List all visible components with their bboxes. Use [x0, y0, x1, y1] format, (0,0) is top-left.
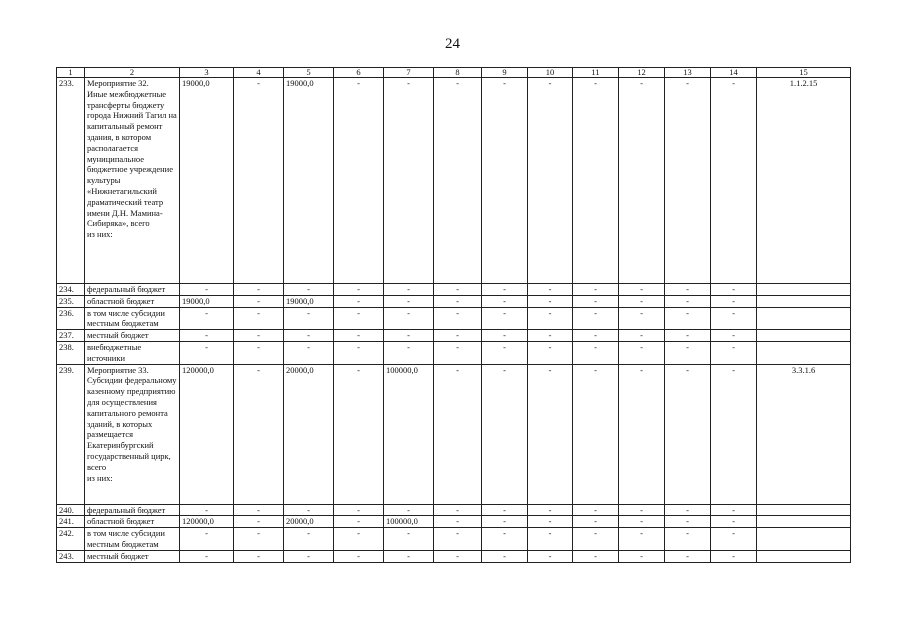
value-cell: -	[528, 330, 573, 342]
value-cell: 19000,0	[180, 295, 234, 307]
value-cell: -	[234, 307, 284, 330]
value-cell: -	[234, 330, 284, 342]
value-cell: -	[284, 528, 334, 551]
value-cell: -	[384, 330, 434, 342]
value-cell: -	[573, 364, 619, 504]
value-cell: -	[665, 330, 711, 342]
value-cell: -	[711, 504, 757, 516]
value-cell: -	[665, 550, 711, 562]
row-number-cell: 240.	[57, 504, 85, 516]
value-cell: -	[528, 295, 573, 307]
value-cell: 19000,0	[284, 78, 334, 284]
value-cell: -	[665, 516, 711, 528]
value-cell: -	[234, 341, 284, 364]
value-cell: -	[665, 528, 711, 551]
value-cell: -	[482, 295, 528, 307]
value-cell: -	[711, 550, 757, 562]
value-cell: -	[384, 504, 434, 516]
value-cell: -	[284, 307, 334, 330]
row-name-cell: местный бюджет	[85, 550, 180, 562]
value-cell: -	[619, 504, 665, 516]
value-cell: -	[384, 78, 434, 284]
row-name-cell: в том числе субсидии местным бюджетам	[85, 528, 180, 551]
column-header: 15	[757, 68, 851, 78]
table-row	[57, 550, 851, 562]
value-cell: -	[482, 330, 528, 342]
table-row	[57, 341, 851, 364]
value-cell: -	[434, 307, 482, 330]
value-cell: -	[573, 550, 619, 562]
value-cell: 20000,0	[284, 364, 334, 504]
value-cell: -	[711, 364, 757, 504]
value-cell: -	[434, 504, 482, 516]
value-cell: -	[665, 504, 711, 516]
value-cell: -	[528, 516, 573, 528]
value-cell: -	[234, 364, 284, 504]
value-cell: -	[284, 550, 334, 562]
value-cell: 19000,0	[180, 78, 234, 284]
value-cell: -	[180, 528, 234, 551]
column-header: 9	[482, 68, 528, 78]
row-name-cell: местный бюджет	[85, 330, 180, 342]
value-cell: 20000,0	[284, 516, 334, 528]
target-code-cell	[757, 330, 851, 342]
row-name-cell: Мероприятие 33. Субсидии федеральному казенному предприятию для осуществления капитального ремонта зданий, в которых размещается Екатеринбургский государственный цирк, всего из них:	[85, 364, 180, 504]
value-cell: -	[334, 516, 384, 528]
value-cell: -	[434, 528, 482, 551]
value-cell: -	[619, 330, 665, 342]
value-cell: -	[482, 504, 528, 516]
value-cell: -	[334, 307, 384, 330]
target-code-cell	[757, 295, 851, 307]
value-cell: -	[482, 307, 528, 330]
value-cell: -	[665, 341, 711, 364]
value-cell: 120000,0	[180, 516, 234, 528]
column-header: 5	[284, 68, 334, 78]
row-name-cell: в том числе субсидии местным бюджетам	[85, 307, 180, 330]
value-cell: -	[619, 341, 665, 364]
table-row	[57, 504, 851, 516]
row-number-cell: 238.	[57, 341, 85, 364]
value-cell: -	[665, 78, 711, 284]
page-number: 24	[445, 36, 460, 52]
value-cell: -	[334, 284, 384, 296]
value-cell: -	[619, 528, 665, 551]
row-number-cell: 237.	[57, 330, 85, 342]
value-cell: -	[711, 516, 757, 528]
value-cell: -	[434, 295, 482, 307]
value-cell: -	[434, 341, 482, 364]
value-cell: -	[665, 307, 711, 330]
value-cell: -	[234, 78, 284, 284]
value-cell: -	[711, 528, 757, 551]
value-cell: -	[573, 295, 619, 307]
value-cell: -	[334, 364, 384, 504]
value-cell: -	[711, 307, 757, 330]
value-cell: -	[665, 284, 711, 296]
value-cell: -	[573, 516, 619, 528]
value-cell: -	[234, 504, 284, 516]
column-header: 14	[711, 68, 757, 78]
value-cell: -	[665, 295, 711, 307]
value-cell: -	[528, 504, 573, 516]
column-header: 4	[234, 68, 284, 78]
value-cell: -	[619, 295, 665, 307]
value-cell: -	[619, 364, 665, 504]
value-cell: -	[711, 330, 757, 342]
value-cell: -	[528, 307, 573, 330]
column-header: 8	[434, 68, 482, 78]
value-cell: -	[234, 516, 284, 528]
value-cell: -	[334, 504, 384, 516]
value-cell: -	[180, 341, 234, 364]
column-header: 2	[85, 68, 180, 78]
value-cell: -	[334, 341, 384, 364]
row-name-cell: федеральный бюджет	[85, 284, 180, 296]
value-cell: -	[234, 550, 284, 562]
row-name-cell: областной бюджет	[85, 295, 180, 307]
value-cell: -	[619, 307, 665, 330]
table-row	[57, 78, 851, 284]
target-code-cell	[757, 341, 851, 364]
value-cell: -	[619, 284, 665, 296]
value-cell: -	[384, 307, 434, 330]
value-cell: -	[234, 528, 284, 551]
value-cell: -	[528, 550, 573, 562]
value-cell: -	[234, 295, 284, 307]
table-row	[57, 307, 851, 330]
column-header: 10	[528, 68, 573, 78]
column-header-row	[57, 68, 851, 78]
value-cell: -	[619, 78, 665, 284]
column-header: 6	[334, 68, 384, 78]
value-cell: 19000,0	[284, 295, 334, 307]
value-cell: -	[284, 284, 334, 296]
value-cell: -	[284, 504, 334, 516]
value-cell: -	[284, 330, 334, 342]
value-cell: -	[334, 330, 384, 342]
target-code-cell: 3.3.1.6	[757, 364, 851, 504]
target-code-cell	[757, 307, 851, 330]
table-row	[57, 364, 851, 504]
value-cell: -	[180, 550, 234, 562]
value-cell: -	[180, 330, 234, 342]
row-number-cell: 233.	[57, 78, 85, 284]
value-cell: -	[573, 78, 619, 284]
value-cell: -	[528, 284, 573, 296]
row-number-cell: 243.	[57, 550, 85, 562]
value-cell: -	[434, 284, 482, 296]
value-cell: -	[384, 341, 434, 364]
value-cell: -	[384, 528, 434, 551]
target-code-cell	[757, 504, 851, 516]
row-number-cell: 242.	[57, 528, 85, 551]
row-number-cell: 236.	[57, 307, 85, 330]
value-cell: -	[573, 284, 619, 296]
target-code-cell	[757, 284, 851, 296]
column-header: 7	[384, 68, 434, 78]
value-cell: -	[384, 284, 434, 296]
value-cell: -	[528, 341, 573, 364]
row-number-cell: 241.	[57, 516, 85, 528]
value-cell: 100000,0	[384, 364, 434, 504]
value-cell: -	[180, 504, 234, 516]
value-cell: -	[619, 550, 665, 562]
value-cell: -	[482, 341, 528, 364]
target-code-cell: 1.1.2.15	[757, 78, 851, 284]
budget-table	[56, 67, 851, 563]
table-row	[57, 516, 851, 528]
value-cell: -	[434, 550, 482, 562]
value-cell: -	[482, 78, 528, 284]
target-code-cell	[757, 516, 851, 528]
value-cell: -	[528, 78, 573, 284]
value-cell: -	[573, 528, 619, 551]
value-cell: -	[482, 528, 528, 551]
column-header: 13	[665, 68, 711, 78]
value-cell: -	[334, 295, 384, 307]
target-code-cell	[757, 528, 851, 551]
value-cell: -	[711, 78, 757, 284]
row-name-cell: областной бюджет	[85, 516, 180, 528]
table-row	[57, 284, 851, 296]
value-cell: -	[284, 341, 334, 364]
value-cell: -	[482, 284, 528, 296]
value-cell: -	[180, 307, 234, 330]
table-row	[57, 295, 851, 307]
value-cell: -	[528, 364, 573, 504]
value-cell: -	[573, 307, 619, 330]
value-cell: -	[573, 330, 619, 342]
value-cell: -	[619, 516, 665, 528]
value-cell: -	[434, 364, 482, 504]
value-cell: -	[334, 78, 384, 284]
value-cell: -	[711, 341, 757, 364]
value-cell: -	[711, 295, 757, 307]
value-cell: -	[528, 528, 573, 551]
value-cell: -	[334, 550, 384, 562]
value-cell: -	[434, 516, 482, 528]
value-cell: -	[334, 528, 384, 551]
column-header: 12	[619, 68, 665, 78]
table-row	[57, 330, 851, 342]
value-cell: -	[573, 504, 619, 516]
row-name-cell: внебюджетные источники	[85, 341, 180, 364]
value-cell: 100000,0	[384, 516, 434, 528]
value-cell: -	[482, 364, 528, 504]
value-cell: -	[482, 516, 528, 528]
column-header: 11	[573, 68, 619, 78]
row-name-cell: федеральный бюджет	[85, 504, 180, 516]
value-cell: -	[384, 550, 434, 562]
value-cell: -	[434, 78, 482, 284]
row-number-cell: 234.	[57, 284, 85, 296]
row-name-cell: Мероприятие 32. Иные межбюджетные трансферты бюджету города Нижний Тагил на капитальный ремонт здания, в котором располагается муниципальное бюджетное учреждение культуры «Нижнетагильский драматический театр имени Д.Н. Мамина-Сибиряка», всего из них:	[85, 78, 180, 284]
value-cell: -	[180, 284, 234, 296]
row-number-cell: 239.	[57, 364, 85, 504]
value-cell: -	[234, 284, 284, 296]
value-cell: -	[384, 295, 434, 307]
value-cell: -	[573, 341, 619, 364]
row-number-cell: 235.	[57, 295, 85, 307]
column-header: 3	[180, 68, 234, 78]
value-cell: 120000,0	[180, 364, 234, 504]
value-cell: -	[665, 364, 711, 504]
target-code-cell	[757, 550, 851, 562]
value-cell: -	[482, 550, 528, 562]
column-header: 1	[57, 68, 85, 78]
value-cell: -	[434, 330, 482, 342]
table-row	[57, 528, 851, 551]
value-cell: -	[711, 284, 757, 296]
